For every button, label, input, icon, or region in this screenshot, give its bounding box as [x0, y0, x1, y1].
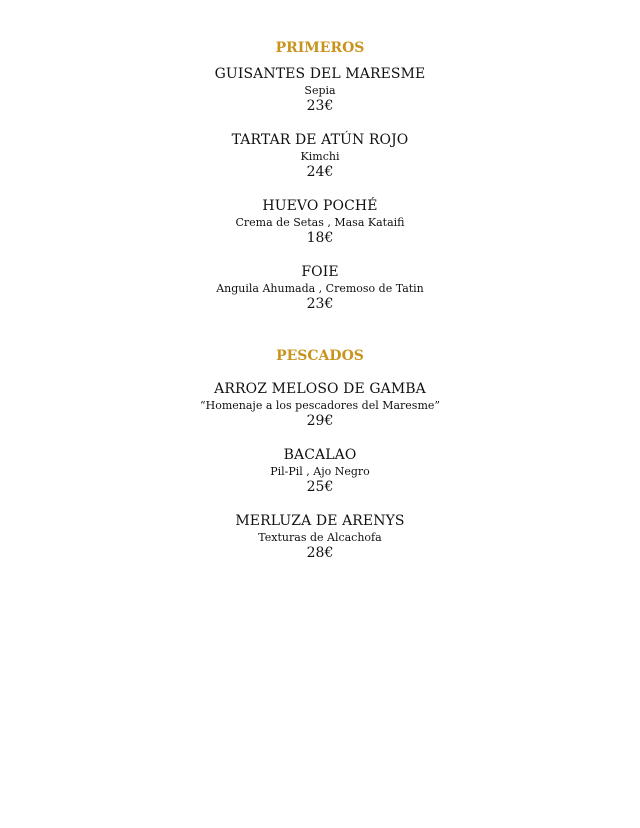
dish-price: 25€	[306, 479, 334, 495]
dish-description: Kimchi	[300, 150, 340, 163]
section-title: PESCADOS	[276, 348, 364, 364]
menu-item	[0, 198, 640, 247]
menu-item	[0, 264, 640, 313]
dish-price: 23€	[306, 98, 334, 114]
dish-description: Sepia	[304, 84, 336, 97]
dish-price: 23€	[306, 296, 334, 312]
dish-name: GUISANTES DEL MARESME	[214, 66, 426, 82]
dish-list	[0, 66, 640, 313]
menu-item	[0, 513, 640, 562]
dish-name: MERLUZA DE ARENYS	[235, 513, 405, 529]
dish-list	[0, 381, 640, 562]
menu-item	[0, 381, 640, 430]
dish-name: FOIE	[301, 264, 339, 280]
dish-name: BACALAO	[283, 447, 357, 463]
dish-price: 18€	[306, 230, 334, 246]
dish-description: Pil-Pil , Ajo Negro	[270, 465, 370, 478]
dish-name: TARTAR DE ATÚN ROJO	[231, 132, 409, 148]
dish-description: Texturas de Alcachofa	[258, 531, 382, 544]
section-pescados	[0, 347, 640, 562]
dish-price: 24€	[306, 164, 334, 180]
dish-description: Crema de Setas , Masa Kataifi	[235, 216, 405, 229]
dish-price: 28€	[306, 545, 334, 561]
menu-item	[0, 447, 640, 496]
dish-description: “Homenaje a los pescadores del Maresme”	[199, 399, 441, 412]
dish-name: ARROZ MELOSO DE GAMBA	[214, 381, 426, 397]
menu-item	[0, 66, 640, 115]
section-title: PRIMEROS	[275, 40, 365, 56]
dish-description: Anguila Ahumada , Cremoso de Tatin	[216, 282, 424, 295]
dish-price: 29€	[306, 413, 334, 429]
section-primeros	[0, 39, 640, 313]
menu-item	[0, 132, 640, 181]
dish-name: HUEVO POCHÉ	[262, 198, 378, 214]
